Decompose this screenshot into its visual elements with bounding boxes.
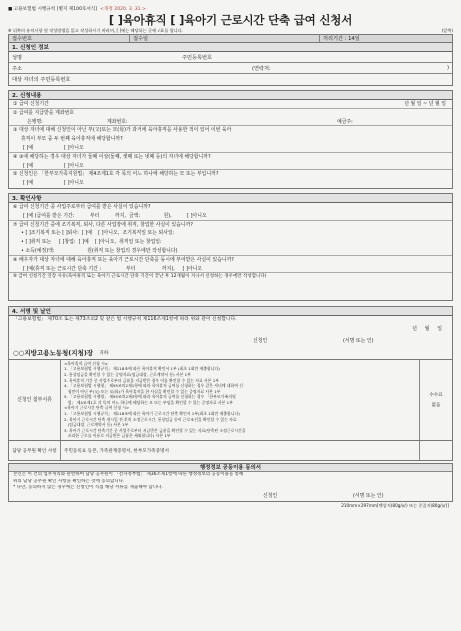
attachment-item: 1. 「고용보험법 시행규칙」 제118조에 따른 육아휴직 확인서 1부 (최초 1회만 제출합니다) (64, 366, 220, 372)
attachments-block (8, 360, 453, 441)
consent-line-3: * 다만, 동의하지 않는 경우에는 신청인이 직접 해당 서류를 제출해야 합니다. (13, 485, 163, 491)
attachment-item: 1. 「고용보험법 시행규칙」 제118조에 따른 육아기 근로시간 단축 확인서 1부(최초 1회만 제출합니다) (64, 411, 240, 417)
attachment-item: 4. 「고용보험법 시행령」 제95조의2제1항에 따라 육아휴직 급여를 신청하는 경우 같은 자녀에 대하여 신 (64, 383, 244, 389)
office-row (9, 348, 452, 359)
form-side-marker: (앞쪽) (441, 28, 453, 33)
attachments-label: 신청인 첨부서류 (9, 360, 61, 440)
office-name: ○○지방고용노동청(지청)장 (13, 348, 94, 357)
q7-line: ⑦ 급여 신청기간 중에 조기복직, 퇴사, 다른 사업장에 취직, 창업한 사실이 있습니까? (13, 221, 193, 228)
section-applicant (8, 43, 453, 86)
consent-block (8, 463, 453, 502)
q9-reason-field[interactable] (9, 282, 452, 300)
attachment-item: 청인이 아닌 부(父) 또는 모(母)가 육아휴직을 한 사실을 확인할 수 있는 증명자료 사본 1부 (64, 388, 221, 394)
bank-name-field: 은행명: (27, 118, 43, 125)
official-check-label: 담당 공무원 확인 사항 (9, 441, 61, 460)
official-check-blank (420, 441, 452, 460)
attachment-item: <육아휴직 급여 신청 시> (64, 360, 109, 366)
q8-checkbox-row[interactable]: [ ]예(휴직 또는 근로시간 단축 기간 : 부터 까지), [ ]아니오 (9, 265, 452, 274)
child-rrn-field[interactable]: 대상 자녀의 주민등록번호 (12, 77, 71, 83)
signature-row (9, 334, 452, 348)
q8-line: ⑧ 배우자가 대상 자녀에 대해 육아휴직 또는 육아기 근로시간 단축을 동시에 부여받은 사실이 있습니까? (13, 256, 234, 263)
consent-sign-field[interactable]: (서명 또는 인) (353, 492, 384, 499)
signature-date[interactable]: 년 월 일 (412, 325, 442, 332)
benefit-period-label: ① 급여 신청기간 (13, 101, 49, 107)
account-number-field: 계좌번호: (107, 118, 128, 125)
receipt-row (8, 34, 453, 43)
section-signature (8, 306, 453, 360)
office-honorific: 귀하 (99, 350, 109, 356)
q9-line: ⑨ 급여 신청기간 연장 사유(육아휴직 또는 육아기 근로시간 단축 기간이 끝난 후 12개월이 지나서 신청하는 경우에만 작성합니다) (13, 274, 267, 280)
attachment-item: 3. 육아휴직 기간 중 사업주로부터 금품을 지급받은 경우 이를 확인할 수 있는 자료 사본 1부 (64, 377, 220, 383)
attachment-item: (임금대장, 근로계약서 등) 사본 1부 (64, 422, 129, 428)
receipt-number-label: 접수번호 (12, 36, 33, 42)
q3-line2: 휴직이 부모 중 두 번째 육아휴직에 해당합니까? (21, 136, 123, 143)
section-4-title: 4. 서명 및 날인 (9, 307, 452, 316)
attachment-item: 초과한 근로를 이유로 지급받은 금품은 제외합니다) 사본 1부 (64, 433, 171, 439)
applicant-rrn-field[interactable]: 주민등록번호 (182, 54, 213, 61)
q3-checkbox-row[interactable]: [ ]예 [ ]아니오 (9, 144, 452, 153)
consent-line-1: 본인은 이 건의 업무처리와 관련하여 담당 공무원이 「전자정부법」 제36조제1항에 따른 행정정보의 공동이용을 통해 (13, 472, 244, 478)
signature-applicant-label: 신청인 (253, 337, 268, 344)
section-3-title: 3. 확인사항 (9, 194, 452, 203)
form-header (8, 5, 453, 12)
form-doc-id: ■ 고용보험법 시행규칙 [별지 제100호서식] (8, 6, 98, 12)
paper-spec-footer: 210mm×297mm[백상지(80g/㎡) 또는 중질지(80g/㎡)] (341, 502, 449, 508)
section-confirmation (8, 193, 453, 301)
attachment-item: 2. 육아기 근로시간 단축 개시일 전·후의 소정근로시간, 통상임금 등이 근로조건을 확인할 수 있는 자료 (64, 416, 237, 422)
fee-cell (420, 360, 452, 440)
official-check-items: 주민등록표 등본, 가족관계증명서, 한부모가족증명서 (61, 441, 420, 460)
section-request (8, 90, 453, 189)
official-check-block (8, 441, 453, 461)
q7-income-row[interactable]: • 소득(예정)액: 원(취직 또는 창업의 경우에만 작성합니다) (9, 247, 452, 256)
applicant-address-row (9, 63, 452, 74)
benefit-period-dates: 년 월 일 ~ 년 월 일 (404, 101, 446, 107)
form-note-text: ※ 뒤쪽의 유의사항 및 작성방법을 읽고 작성하시기 바라며, [ ]에는 해당되는 곳에 √표를 합니다. (8, 28, 184, 33)
q6-line: ⑥ 급여 신청기간 중 사업주로부터 급여를 받은 사실이 있습니까? (13, 203, 151, 210)
applicant-address-field[interactable]: 주소 (12, 65, 23, 72)
section-1-title: 1. 신청인 정보 (9, 43, 452, 52)
applicant-name-row (9, 52, 452, 63)
q4-checkbox-row[interactable]: [ ]예 [ ]아니오 (9, 162, 452, 171)
q3-line1: ③ 대상 자녀에 대해 신청인이 아닌 부(父)또는 모(母)가 과거에 육아휴직을 사용한 적이 있어 이번 육아 (13, 127, 232, 134)
attachment-item: 3. 육아기 근로시간 단축기간 중 사업주로부터 지급받은 금품을 확인할 수 있는 자료(단축된 소정근로시간을 (64, 427, 246, 433)
applicant-phone-field[interactable] (249, 63, 452, 73)
fee-value: 없음 (431, 402, 441, 408)
bank-account-label: ② 급여를 지급받을 계좌번호 (13, 109, 75, 116)
law-statement: 「고용보험법」 제70조 또는 제73조의2 및 같은 법 시행규칙 제116조제1항에 따라 위와 같이 신청합니다. (13, 317, 237, 323)
attachments-list (61, 360, 420, 440)
form-title: [ ]육아휴직 [ ]육아기 근로시간 단축 급여 신청서 (108, 13, 353, 27)
account-holder-field: 예금주: (337, 118, 353, 125)
consent-line-2: 위의 담당 공무원 확인 사항을 확인하는 것에 동의합니다. (13, 478, 125, 484)
q7-employment-row[interactable]: • [ ]취직 또는 [ ]창업: [ ]예 [ ]아니오, 취직일 또는 창업일: (21, 239, 162, 246)
fee-label: 수수료 (429, 392, 443, 398)
consent-applicant-label: 신청인 (263, 492, 278, 499)
q5-checkbox-row[interactable]: [ ]예 [ ]아니오 (23, 180, 84, 187)
attachment-item: <육아기 근로시간 단축 급여 신청 시> (64, 405, 130, 411)
section-2-title: 2. 신청내용 (9, 91, 452, 100)
attachment-item: 법」 제4조제1호 각 목의 어느 하나에 해당하는 모 또는 부임을 확인할 수 있는 증명자료 사본 1부 (64, 399, 233, 405)
attachment-item: 5. 「고용보험법 시행령」 제95조의2제3항에 따라 육아휴직 급여를 신청하는 경우 「한부모가족지원 (64, 394, 236, 400)
receipt-date-label: 접수일 (129, 35, 319, 42)
child-rrn-row (9, 74, 452, 85)
consent-title: 행정정보 공동이용 동의서 (9, 464, 452, 472)
q7-return-row[interactable]: • [ ]조기복직 또는 [ ]퇴사: [ ]예 [ ]아니오, 조기복직일 또는 퇴사일: (21, 230, 175, 237)
processing-period: 처리기간 : 14일 (319, 35, 452, 42)
consent-signature-row (9, 492, 452, 501)
benefit-period-row[interactable] (9, 100, 452, 109)
phone-label: (연락처: (252, 65, 271, 72)
q6-checkbox-row[interactable]: [ ]예 (급여를 받은 기간: 부터 까지, 금액: 원), [ ]아니오 (9, 212, 452, 221)
bank-account-row[interactable] (9, 118, 452, 127)
form-revision: <개정 2020. 3. 31.> (100, 6, 146, 12)
phone-close: ) (446, 65, 449, 71)
attachment-item: 2. 통상임금을 확인할 수 있는 증명자료(임금대장, 근로계약서 등) 사본 1부 (64, 371, 191, 377)
q5-line: ⑤ 신청인은 「한부모가족지원법」 제4조제1호 각 목의 어느 하나에 해당하는 모 또는 부입니까? (13, 171, 219, 178)
applicant-name-field[interactable]: 성명 (12, 54, 23, 61)
signature-sign-field[interactable]: (서명 또는 인) (343, 337, 374, 344)
q4-line: ④ ③에 해당하는 경우 대상 자녀가 둘째 이상(둘째, 셋째 또는 넷째 등)의 자녀에 해당합니까? (13, 153, 211, 160)
